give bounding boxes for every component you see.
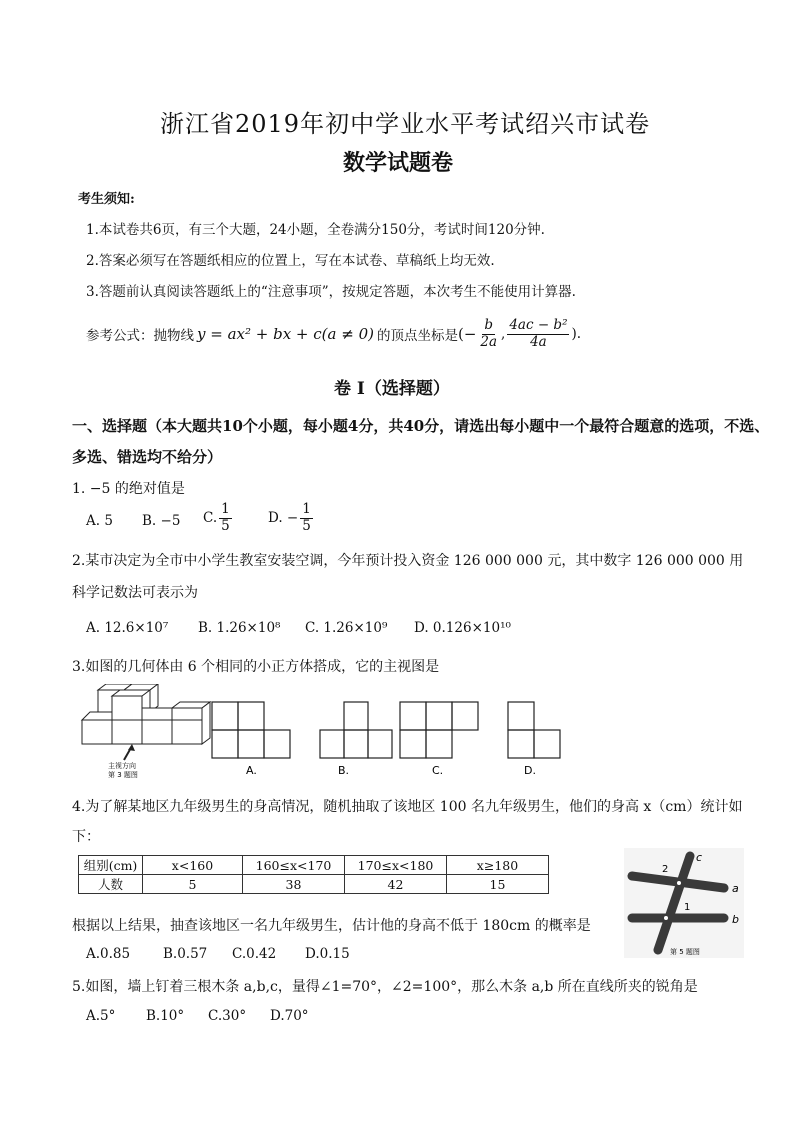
note-item-3: 3.答题前认真阅读答题纸上的“注意事项”，按规定答题，本次考生不能使用计算器.	[86, 284, 576, 300]
q1-option-c-fraction	[219, 502, 232, 534]
q5-figure	[624, 848, 744, 958]
q4-option-c: C.0.42	[232, 946, 277, 962]
table-cell: x≥180	[447, 856, 549, 875]
q3-option-c-view	[400, 702, 478, 758]
formula-paren: (−	[457, 325, 477, 344]
q3-figure-caption: 第 3 题图	[108, 771, 138, 779]
exam-title: 浙江省2019年初中学业水平考试绍兴市试卷	[160, 110, 651, 138]
q1-c-den: 5	[221, 517, 230, 534]
q4-result-text: 根据以上结果，抽查该地区一名九年级男生，估计他的身高不低于 180cm 的概率是	[72, 918, 591, 934]
q2-option-b: B. 1.26×10⁸	[198, 620, 281, 636]
q1-option-d-label: D. −	[268, 510, 299, 527]
q3-view-direction-label: 主视方向	[108, 762, 136, 770]
note-item-1: 1.本试卷共6页，有三个大题，24小题，全卷满分150分，考试时间120分钟.	[86, 222, 545, 238]
q3-option-d-label: D.	[524, 764, 536, 777]
q1-option-d-fraction	[300, 502, 313, 534]
q3-option-a-view	[212, 702, 290, 758]
q5-label-a: a	[732, 882, 739, 895]
q1-option-c	[203, 502, 234, 534]
table-cell: 170≤x<180	[345, 856, 447, 875]
table-cell: 42	[345, 875, 447, 894]
q1-stem: 1. −5 的绝对值是	[72, 481, 185, 497]
section-instructions-line2: 多选、错选均不给分）	[72, 448, 223, 466]
q5-label-c: c	[696, 851, 703, 864]
q4-stat-table	[78, 855, 549, 894]
q5-angle-1-label: 1	[684, 902, 691, 913]
q3-option-b-view	[320, 702, 392, 758]
notes-heading: 考生须知:	[78, 192, 135, 207]
table-row	[79, 875, 549, 894]
q4-stem-line1: 4.为了解某地区九年级男生的身高情况，随机抽取了该地区 100 名九年级男生，他们的身高 x（cm）统计如	[72, 799, 743, 815]
vertex-x-fraction	[478, 318, 499, 350]
q5-angle-2-label: 2	[662, 864, 669, 875]
q1-c-num: 1	[221, 501, 230, 517]
vertex-y-den: 4a	[530, 333, 547, 350]
table-cell: 组别(cm)	[79, 856, 143, 875]
vertex-x-num: b	[484, 317, 494, 333]
vertex-y-num: 4ac − b²	[509, 317, 568, 333]
q3-option-d-view	[508, 702, 560, 758]
vertex-x-den: 2a	[480, 333, 498, 350]
q3-solid-figure	[82, 684, 210, 744]
q4-stat-table-wrap	[78, 855, 549, 894]
q5-stem: 5.如图，墙上钉着三根木条 a,b,c，量得∠1=70°，∠2=100°，那么木条 a,b 所在直线所夹的锐角是	[72, 979, 698, 995]
section-instructions-line1: 一、选择题（本大题共10个小题，每小题4分，共40分，请选出每小题中一个最符合题意的选项，不选、	[72, 417, 770, 435]
q1-option-c-label: C.	[203, 510, 218, 527]
table-cell: x<160	[143, 856, 243, 875]
q5-option-c: C.30°	[208, 1008, 247, 1024]
table-cell: 38	[243, 875, 345, 894]
vertex-y-fraction	[507, 318, 569, 350]
formula-middle: 的顶点坐标是	[376, 328, 458, 345]
q2-stem-line1: 2.某市决定为全市中小学生教室安装空调，今年预计投入资金 126 000 000 元，其中数字 126 000 000 用	[72, 553, 744, 569]
formula-prefix: 参考公式：抛物线	[86, 328, 194, 345]
formula-comma: ,	[501, 326, 506, 343]
table-cell: 5	[143, 875, 243, 894]
q4-option-a: A.0.85	[86, 946, 131, 962]
q2-stem-line2: 科学记数法可表示为	[72, 585, 198, 601]
q2-option-c: C. 1.26×10⁹	[305, 620, 388, 636]
q3-option-c-label: C.	[432, 764, 444, 777]
formula-equation: y = ax² + bx + c(a ≠ 0)	[197, 325, 374, 344]
table-cell: 15	[447, 875, 549, 894]
table-header-row	[79, 856, 549, 875]
q4-option-b: B.0.57	[163, 946, 208, 962]
table-cell: 160≤x<170	[243, 856, 345, 875]
q5-option-a: A.5°	[86, 1008, 116, 1024]
reference-formula	[86, 318, 581, 350]
exam-subtitle: 数学试题卷	[343, 150, 454, 176]
q4-option-d: D.0.15	[305, 946, 350, 962]
q3-figure	[72, 684, 577, 780]
q1-option-d	[268, 502, 315, 534]
q5-option-d: D.70°	[270, 1008, 309, 1024]
q1-option-a: A. 5	[86, 513, 113, 529]
note-item-2: 2.答案必须写在答题纸相应的位置上，写在本试卷、草稿纸上均无效.	[86, 253, 495, 269]
q1-d-num: 1	[302, 501, 311, 517]
q1-d-den: 5	[302, 517, 311, 534]
q5-label-b: b	[732, 913, 739, 926]
q3-option-a-label: A.	[246, 764, 257, 777]
q1-option-b: B. −5	[142, 513, 181, 529]
q4-stem-line2: 下：	[72, 829, 100, 845]
part1-title: 卷 I（选择题）	[334, 379, 450, 399]
formula-suffix: ).	[571, 326, 582, 343]
table-cell: 人数	[79, 875, 143, 894]
q3-stem: 3.如图的几何体由 6 个相同的小正方体搭成，它的主视图是	[72, 659, 440, 675]
q3-option-b-label: B.	[338, 764, 350, 777]
q2-option-a: A. 12.6×10⁷	[86, 620, 169, 636]
q5-option-b: B.10°	[146, 1008, 185, 1024]
q5-figure-caption: 第 5 题图	[670, 948, 700, 956]
q2-option-d: D. 0.126×10¹⁰	[414, 620, 511, 636]
